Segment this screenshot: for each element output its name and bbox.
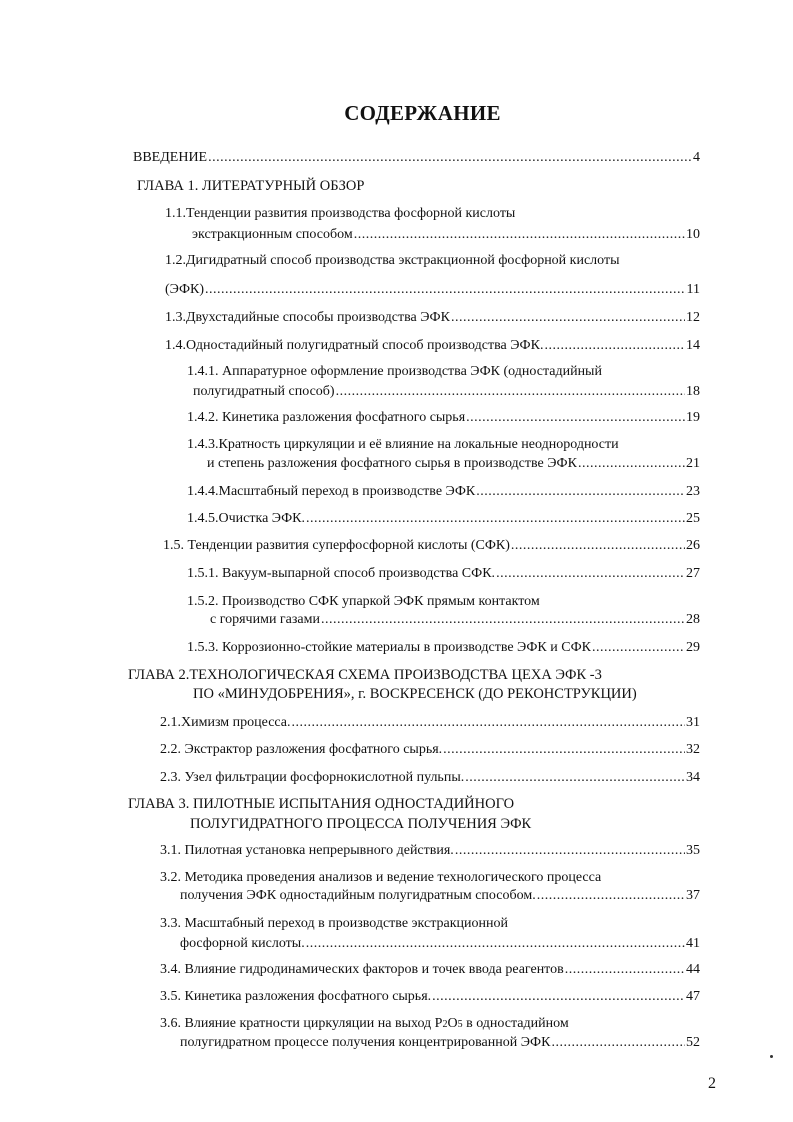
toc-entry-1-5[interactable] xyxy=(163,538,700,554)
toc-entry-1-4-5[interactable] xyxy=(187,511,700,527)
toc-entry-3-5[interactable] xyxy=(160,989,700,1005)
toc-entry-1-1-line1[interactable]: 1.1.Тенденции развития производства фосфорной кислоты xyxy=(165,206,516,221)
dot-leader xyxy=(306,511,685,527)
entry-title: и степень разложения фосфатного сырья в производстве ЭФК xyxy=(207,456,577,471)
entry-title: 3.5. Кинетика разложения фосфатного сырья. xyxy=(160,989,432,1004)
dot-leader xyxy=(306,936,685,952)
dot-leader xyxy=(496,566,685,582)
entry-title: 2.2. Экстрактор разложения фосфатного сырья. xyxy=(160,742,443,757)
entry-title-part: в одностадийном xyxy=(462,1016,569,1031)
entry-page: 26 xyxy=(686,538,700,553)
entry-title: 1.4.2. Кинетика разложения фосфатного сырья xyxy=(187,410,466,425)
dot-leader xyxy=(336,384,685,400)
page-number: 2 xyxy=(708,1075,716,1092)
entry-title: полугидратном процессе получения концентрированной ЭФК xyxy=(180,1035,551,1050)
toc-entry-1-5-1[interactable] xyxy=(187,566,700,582)
dot-leader xyxy=(465,770,685,786)
toc-entry-1-4-3[interactable] xyxy=(207,456,700,472)
entry-page: 29 xyxy=(686,640,700,655)
entry-page: 52 xyxy=(686,1035,700,1050)
dot-leader xyxy=(544,338,685,354)
entry-page: 10 xyxy=(686,227,700,242)
entry-page: 47 xyxy=(686,989,700,1004)
dot-leader xyxy=(455,843,685,859)
toc-entry-1-5-2-line1[interactable]: 1.5.2. Производство СФК упаркой ЭФК прямым контактом xyxy=(187,594,540,609)
toc-entry-2-3[interactable] xyxy=(160,770,700,786)
entry-title-part: 3.6. Влияние кратности циркуляции на выход P xyxy=(160,1016,443,1031)
toc-entry-3-6-line1[interactable]: 3.6. Влияние кратности циркуляции на выход P 2 O 5 в одностадийном xyxy=(160,1016,569,1031)
dot-leader xyxy=(565,962,685,978)
entry-title: 1.5. Тенденции развития суперфосфорной кислоты (СФК) xyxy=(163,538,510,553)
entry-page: 35 xyxy=(686,843,700,858)
entry-page: 34 xyxy=(686,770,700,785)
entry-page: 37 xyxy=(686,888,700,903)
entry-title: получения ЭФК одностадийным полугидратным способом. xyxy=(180,888,536,903)
toc-entry-intro[interactable] xyxy=(133,150,700,166)
toc-entry-3-4[interactable] xyxy=(160,962,700,978)
entry-title: 2.3. Узел фильтрации фосфорнокислотной пульпы. xyxy=(160,770,465,785)
entry-page: 14 xyxy=(686,338,700,353)
dot-leader xyxy=(578,456,685,472)
entry-title: 1.3.Двухстадийные способы производства ЭФК xyxy=(165,310,450,325)
entry-title: с горячими газами xyxy=(210,612,320,627)
dot-leader xyxy=(476,484,685,500)
chapter-1-heading[interactable]: ГЛАВА 1. ЛИТЕРАТУРНЫЙ ОБЗОР xyxy=(137,178,365,194)
toc-entry-1-4-1-line1[interactable]: 1.4.1. Аппаратурное оформление производства ЭФК (одностадийный xyxy=(187,364,602,379)
toc-entry-3-3[interactable] xyxy=(180,936,700,952)
scan-speck xyxy=(770,1055,773,1058)
dot-leader xyxy=(208,150,692,166)
entry-page: 25 xyxy=(686,511,700,526)
dot-leader xyxy=(451,310,685,326)
chapter-2-heading-line1[interactable]: ГЛАВА 2.ТЕХНОЛОГИЧЕСКАЯ СХЕМА ПРОИЗВОДСТВА ЦЕХА ЭФК -3 xyxy=(128,667,602,683)
toc-entry-1-5-3[interactable] xyxy=(187,640,700,656)
chapter-3-heading-line1[interactable]: ГЛАВА 3. ПИЛОТНЫЕ ИСПЫТАНИЯ ОДНОСТАДИЙНОГО xyxy=(128,796,515,812)
toc-entry-1-3[interactable] xyxy=(165,310,700,326)
dot-leader xyxy=(466,410,685,426)
toc-entry-1-4[interactable] xyxy=(165,338,700,354)
entry-title: 2.1.Химизм процесса. xyxy=(160,715,291,730)
entry-title: 1.4.5.Очистка ЭФК. xyxy=(187,511,305,526)
entry-page: 23 xyxy=(686,484,700,499)
toc-entry-1-1[interactable] xyxy=(192,227,700,243)
toc-entry-1-4-2[interactable] xyxy=(187,410,700,426)
toc-entry-1-4-1[interactable] xyxy=(193,384,700,400)
toc-entry-1-4-3-line1[interactable]: 1.4.3.Кратность циркуляции и её влияние на локальные неоднородности xyxy=(187,437,619,452)
toc-entry-3-3-line1[interactable]: 3.3. Масштабный переход в производстве экстракционной xyxy=(160,916,508,931)
entry-title: ВВЕДЕНИЕ xyxy=(133,150,208,165)
entry-title: 3.4. Влияние гидродинамических факторов и точек ввода реагентов xyxy=(160,962,564,977)
dot-leader xyxy=(321,612,685,628)
dot-leader xyxy=(354,227,685,243)
toc-entry-3-1[interactable] xyxy=(160,843,700,859)
entry-page: 31 xyxy=(686,715,700,730)
chapter-2-heading-line2[interactable]: ПО «МИНУДОБРЕНИЯ», г. ВОСКРЕСЕНСК (ДО РЕКОНСТРУКЦИИ) xyxy=(193,686,637,702)
toc-entry-1-2[interactable] xyxy=(165,282,700,298)
entry-page: 18 xyxy=(686,384,700,399)
entry-page: 32 xyxy=(686,742,700,757)
entry-title: фосфорной кислоты. xyxy=(180,936,305,951)
toc-entry-3-2-line1[interactable]: 3.2. Методика проведения анализов и ведение технологического процесса xyxy=(160,870,602,885)
entry-page: 21 xyxy=(686,456,700,471)
entry-title: экстракционным способом xyxy=(192,227,353,242)
toc-entry-3-2[interactable] xyxy=(180,888,700,904)
entry-page: 19 xyxy=(686,410,700,425)
entry-title: полугидратный способ) xyxy=(193,384,335,399)
dot-leader xyxy=(511,538,685,554)
entry-title: 1.5.3. Коррозионно-стойкие материалы в производстве ЭФК и СФК xyxy=(187,640,591,655)
toc-entry-1-5-2[interactable] xyxy=(210,612,700,628)
entry-page: 12 xyxy=(686,310,700,325)
toc-entry-2-2[interactable] xyxy=(160,742,700,758)
entry-title: 3.1. Пилотная установка непрерывного действия. xyxy=(160,843,454,858)
page-title: СОДЕРЖАНИЕ xyxy=(344,101,501,125)
toc-entry-3-6[interactable] xyxy=(180,1035,700,1051)
dot-leader xyxy=(443,742,685,758)
chapter-3-heading-line2[interactable]: ПОЛУГИДРАТНОГО ПРОЦЕССА ПОЛУЧЕНИЯ ЭФК xyxy=(190,816,532,832)
entry-page: 41 xyxy=(686,936,700,951)
dot-leader xyxy=(432,989,685,1005)
dot-leader xyxy=(592,640,685,656)
dot-leader xyxy=(551,1035,685,1051)
entry-page: 28 xyxy=(686,612,700,627)
entry-page: 44 xyxy=(686,962,700,977)
toc-entry-1-4-4[interactable] xyxy=(187,484,700,500)
entry-page: 4 xyxy=(693,150,700,165)
entry-page: 27 xyxy=(686,566,700,581)
entry-title: 1.4.4.Масштабный переход в производстве ЭФК xyxy=(187,484,476,499)
entry-title-part: O xyxy=(447,1016,458,1031)
entry-page: 11 xyxy=(686,282,700,297)
entry-title: 1.4.Одностадийный полугидратный способ производства ЭФК. xyxy=(165,338,544,353)
entry-title: (ЭФК) xyxy=(165,282,205,297)
dot-leader xyxy=(205,282,685,298)
dot-leader xyxy=(537,888,685,904)
dot-leader xyxy=(292,715,685,731)
toc-entry-1-2-line1[interactable]: 1.2.Дигидратный способ производства экстракционной фосфорной кислоты xyxy=(165,253,620,268)
toc-entry-2-1[interactable] xyxy=(160,715,700,731)
entry-title: 1.5.1. Вакуум-выпарной способ производства СФК. xyxy=(187,566,496,581)
